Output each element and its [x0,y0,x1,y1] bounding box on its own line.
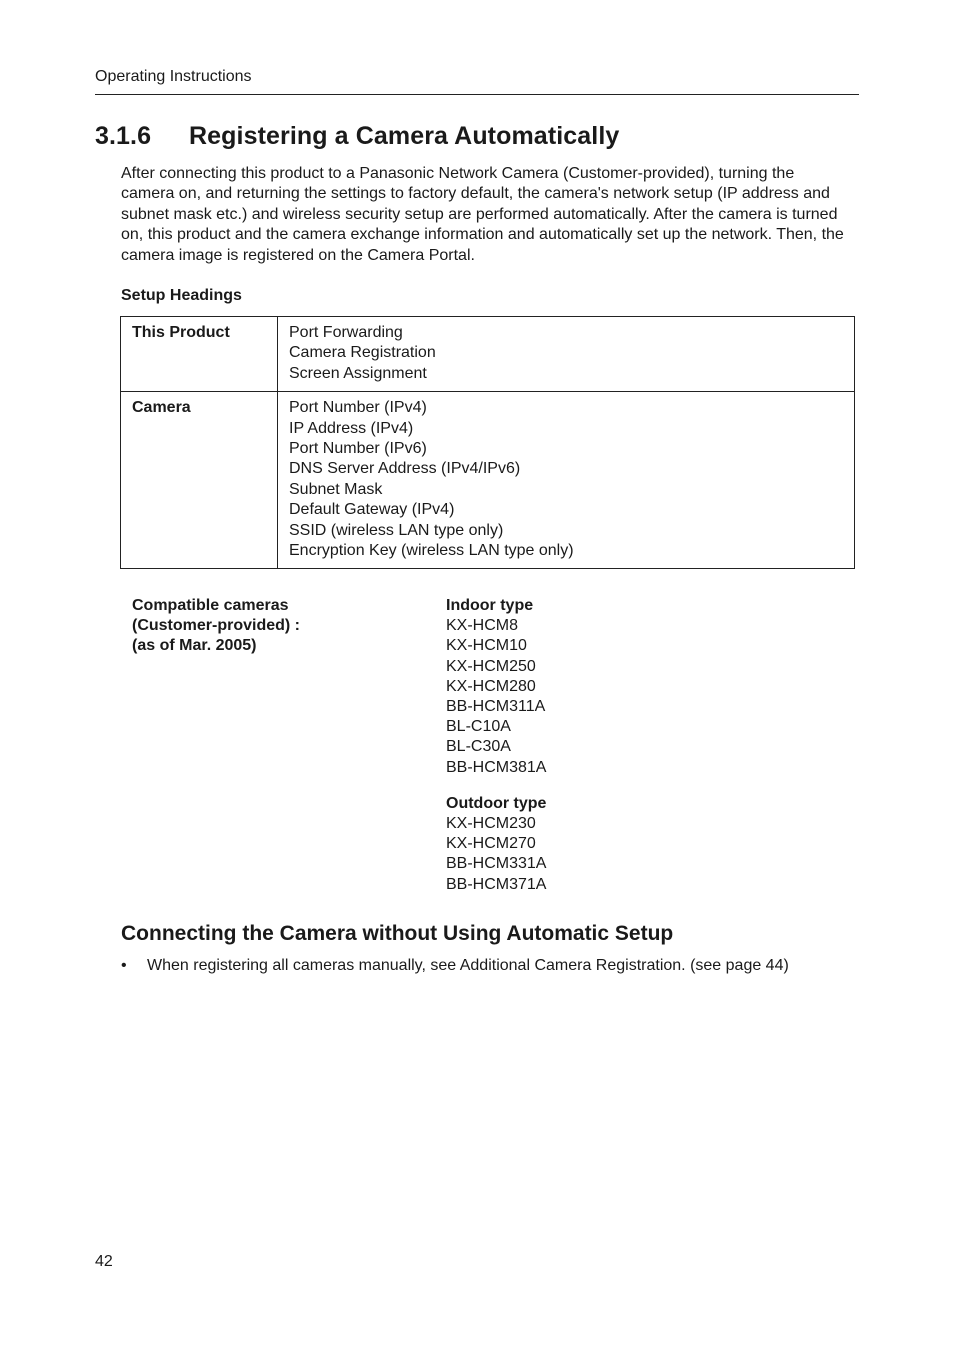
setup-headings-title: Setup Headings [121,287,242,304]
intro-line: camera on, and returning the settings to factory default, the camera's network setup (IP address and [121,185,830,203]
outdoor-type-title: Outdoor type [446,794,547,812]
intro-line: After connecting this product to a Panasonic Network Camera (Customer-provided), turning the [121,165,795,182]
list-item: Default Gateway (IPv4) [289,501,455,519]
section-title-text: Registering a Camera Automatically [189,122,620,150]
list-item: KX-HCM270 [446,835,536,853]
row-label-this-product: This Product [121,317,278,392]
intro-line: camera image is registered on the Camera Portal. [121,246,475,264]
list-item: Screen Assignment [289,364,427,382]
running-title: Operating Instructions [95,68,252,85]
row-label-camera: Camera [121,392,278,569]
intro-line: subnet mask etc.) and wireless security setup are performed automatically. After the camera is turned [121,205,838,223]
bullet-text: When registering all cameras manually, see Additional Camera Registration. (see page 44) [147,957,789,974]
list-item: Port Number (IPv6) [289,440,427,458]
list-item: BB-HCM381A [446,758,547,776]
table-row [121,317,855,392]
running-header [95,68,859,95]
indoor-type-title: Indoor type [446,597,534,614]
list-item: BB-HCM371A [446,875,547,893]
indoor-type-group [446,596,546,778]
row-items-this-product [278,317,855,392]
list-item: KX-HCM230 [446,815,536,833]
table-row [121,392,855,569]
compatible-label-line: (Customer-provided) : [132,617,300,635]
list-item: IP Address (IPv4) [289,419,414,437]
setup-headings-table [120,316,855,569]
list-item: BL-C10A [446,718,511,736]
list-item: KX-HCM8 [446,617,519,635]
list-item: KX-HCM280 [446,677,536,695]
compatible-camera-types [446,596,546,895]
row-items-camera [278,392,855,569]
list-item: BB-HCM311A [446,698,546,716]
list-item: KX-HCM250 [446,657,536,675]
list-item: DNS Server Address (IPv4/IPv6) [289,460,521,478]
manual-setup-heading: Connecting the Camera without Using Automatic Setup [121,922,674,945]
outdoor-type-group [446,794,546,895]
page-number: 42 [95,1253,113,1270]
list-item: BB-HCM331A [446,855,547,873]
list-item: Encryption Key (wireless LAN type only) [289,542,574,560]
intro-line: on, this product and the camera exchange information and automatically set up the network. Then, the [121,226,844,244]
list-item: SSID (wireless LAN type only) [289,521,504,539]
compatible-label-line: Compatible cameras [132,597,289,614]
compatible-label-line: (as of Mar. 2005) [132,637,257,655]
list-item: Port Forwarding [289,324,403,341]
compatible-cameras-label [132,596,300,657]
section-number: 3.1.6 [95,122,152,150]
intro-paragraph [121,164,861,266]
list-item: KX-HCM10 [446,637,527,655]
list-item: Camera Registration [289,344,436,362]
section-title [95,122,619,151]
manual-registration-bullet [121,956,789,976]
list-item: Port Number (IPv4) [289,399,427,417]
bullet-icon: • [121,957,127,974]
list-item: BL-C30A [446,738,511,756]
list-item: Subnet Mask [289,480,383,498]
